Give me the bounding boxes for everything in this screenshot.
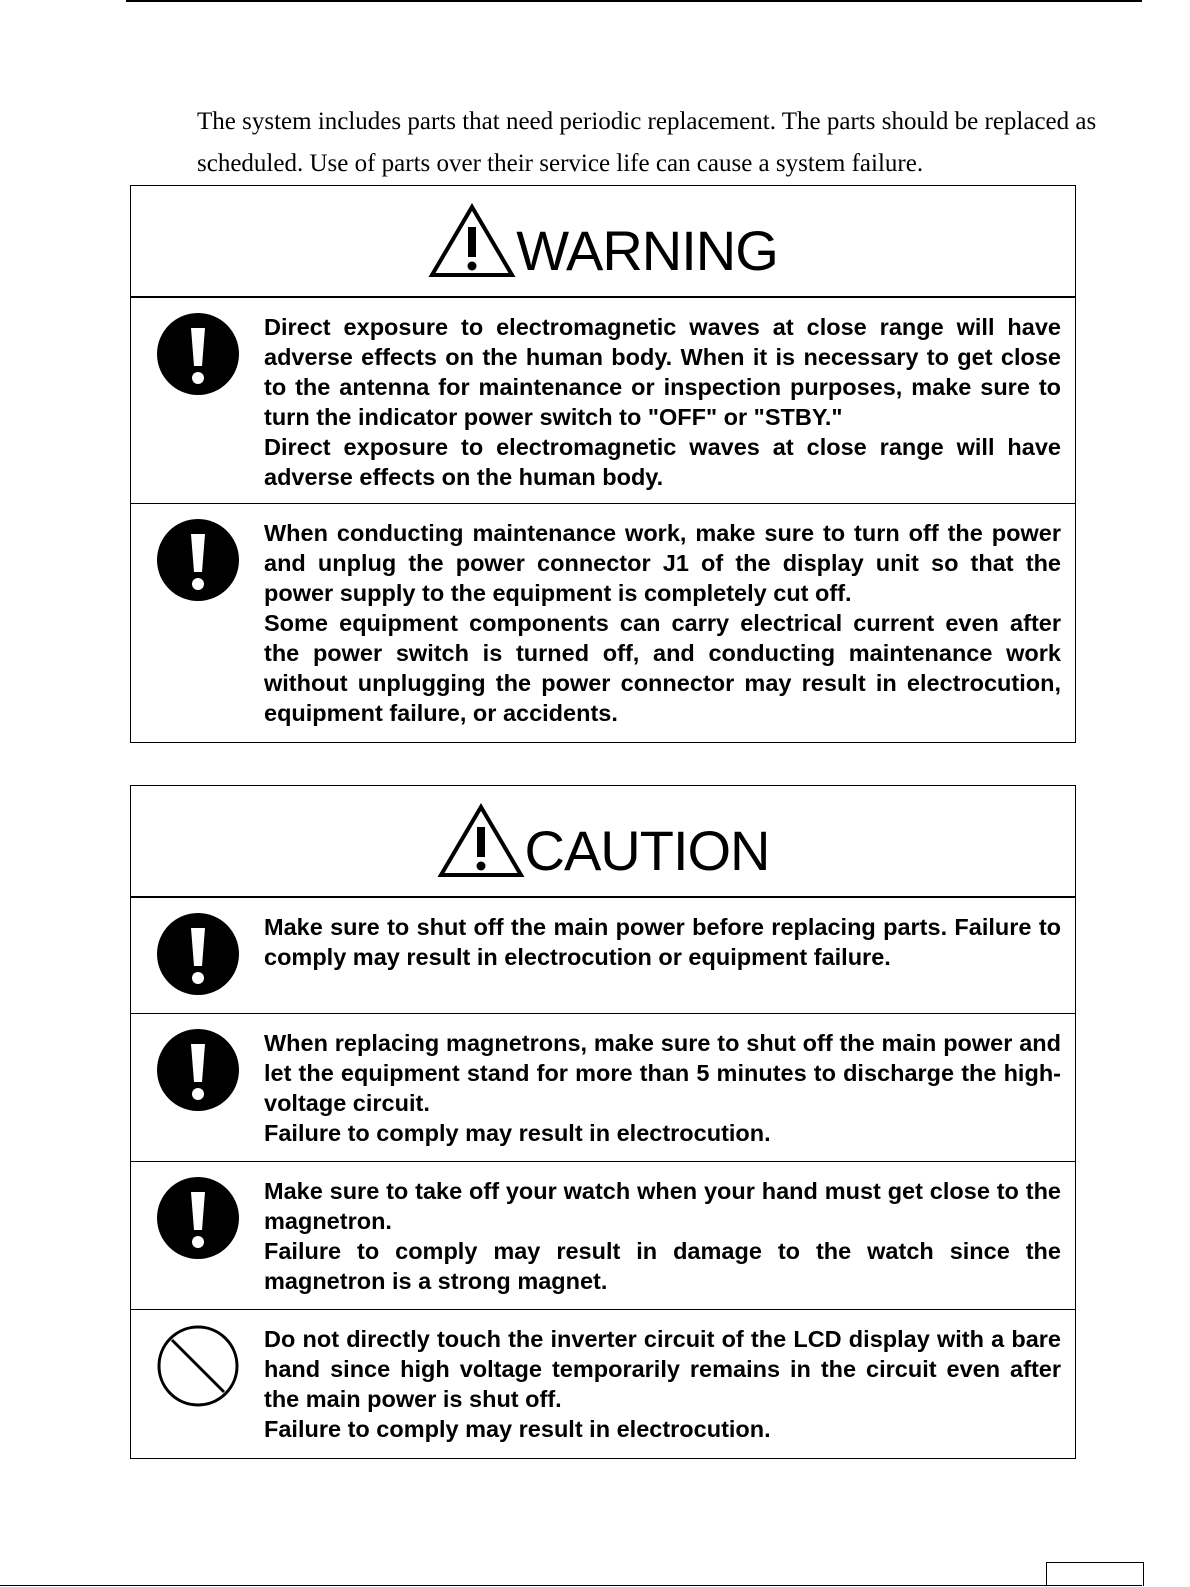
- mandatory-exclamation-icon: [156, 312, 240, 396]
- caution-item: [131, 1309, 1075, 1457]
- warning-panel: [130, 185, 1076, 743]
- warning-item: [131, 297, 1075, 503]
- warning-item-paragraph: Direct exposure to electromagnetic waves at close range will have adverse effects on the human body.: [264, 434, 1061, 490]
- caution-item: [131, 1013, 1075, 1161]
- warning-header: [131, 186, 1075, 297]
- caution-item-text: [264, 898, 1075, 1013]
- warning-item: [131, 503, 1075, 741]
- mandatory-exclamation-icon: [156, 1176, 240, 1260]
- mandatory-exclamation-icon: [156, 1028, 240, 1112]
- warning-title: WARNING: [516, 219, 778, 282]
- caution-title: CAUTION: [524, 819, 770, 882]
- warning-triangle-icon: [437, 803, 525, 879]
- warning-item-paragraph: Some equipment components can carry electrical current even after the power switch is turned off, and conducting maintenance work without unplugging the power connector may result in electrocution, equipment failure, or accidents.: [264, 610, 1061, 726]
- caution-item-paragraph: Make sure to take off your watch when your hand must get close to the magnetron.: [264, 1178, 1061, 1234]
- mandatory-exclamation-icon: [156, 518, 240, 602]
- warning-item-text: [264, 504, 1075, 741]
- warning-item-paragraph: When conducting maintenance work, make sure to turn off the power and unplug the power connector J1 of the display unit so that the power supply to the equipment is completely cut off.: [264, 520, 1061, 606]
- caution-item-paragraph: Make sure to shut off the main power before replacing parts. Failure to comply may result in electrocution or equipment failure.: [264, 914, 1061, 970]
- caution-item-text: [264, 1162, 1075, 1309]
- caution-item-text: [264, 1014, 1075, 1161]
- warning-item-text: [264, 298, 1075, 503]
- warning-triangle-icon: [428, 203, 516, 279]
- caution-panel: [130, 785, 1076, 1459]
- prohibition-icon: [156, 1324, 240, 1408]
- caution-item: [131, 1161, 1075, 1309]
- caution-item-paragraph: When replacing magnetrons, make sure to shut off the main power and let the equipment stand for more than 5 minutes to discharge the high-voltage circuit.: [264, 1030, 1061, 1116]
- mandatory-exclamation-icon: [156, 912, 240, 996]
- caution-item-paragraph: Failure to comply may result in electrocution.: [264, 1416, 771, 1442]
- caution-item-text: [264, 1310, 1075, 1457]
- caution-item-paragraph: Do not directly touch the inverter circuit of the LCD display with a bare hand since high voltage temporarily remains in the circuit even after the main power is shut off.: [264, 1326, 1061, 1412]
- warning-item-paragraph: Direct exposure to electromagnetic waves at close range will have adverse effects on the human body. When it is necessary to get close to the antenna for maintenance or inspection purposes, make sure to turn the indicator power switch to "OFF" or "STBY.": [264, 314, 1061, 430]
- caution-header: [131, 786, 1075, 897]
- intro-paragraph: The system includes parts that need periodic replacement. The parts should be replaced as scheduled. Use of parts over their service life can cause a system failure.: [197, 108, 1097, 177]
- caution-item-paragraph: Failure to comply may result in electrocution.: [264, 1120, 771, 1146]
- caution-item-paragraph: Failure to comply may result in damage to the watch since the magnetron is a strong magnet.: [264, 1238, 1061, 1294]
- page-number-box: [1046, 1562, 1144, 1586]
- header-rule: [126, 0, 1142, 2]
- caution-item: [131, 897, 1075, 1013]
- footer-rule: [0, 1585, 1142, 1586]
